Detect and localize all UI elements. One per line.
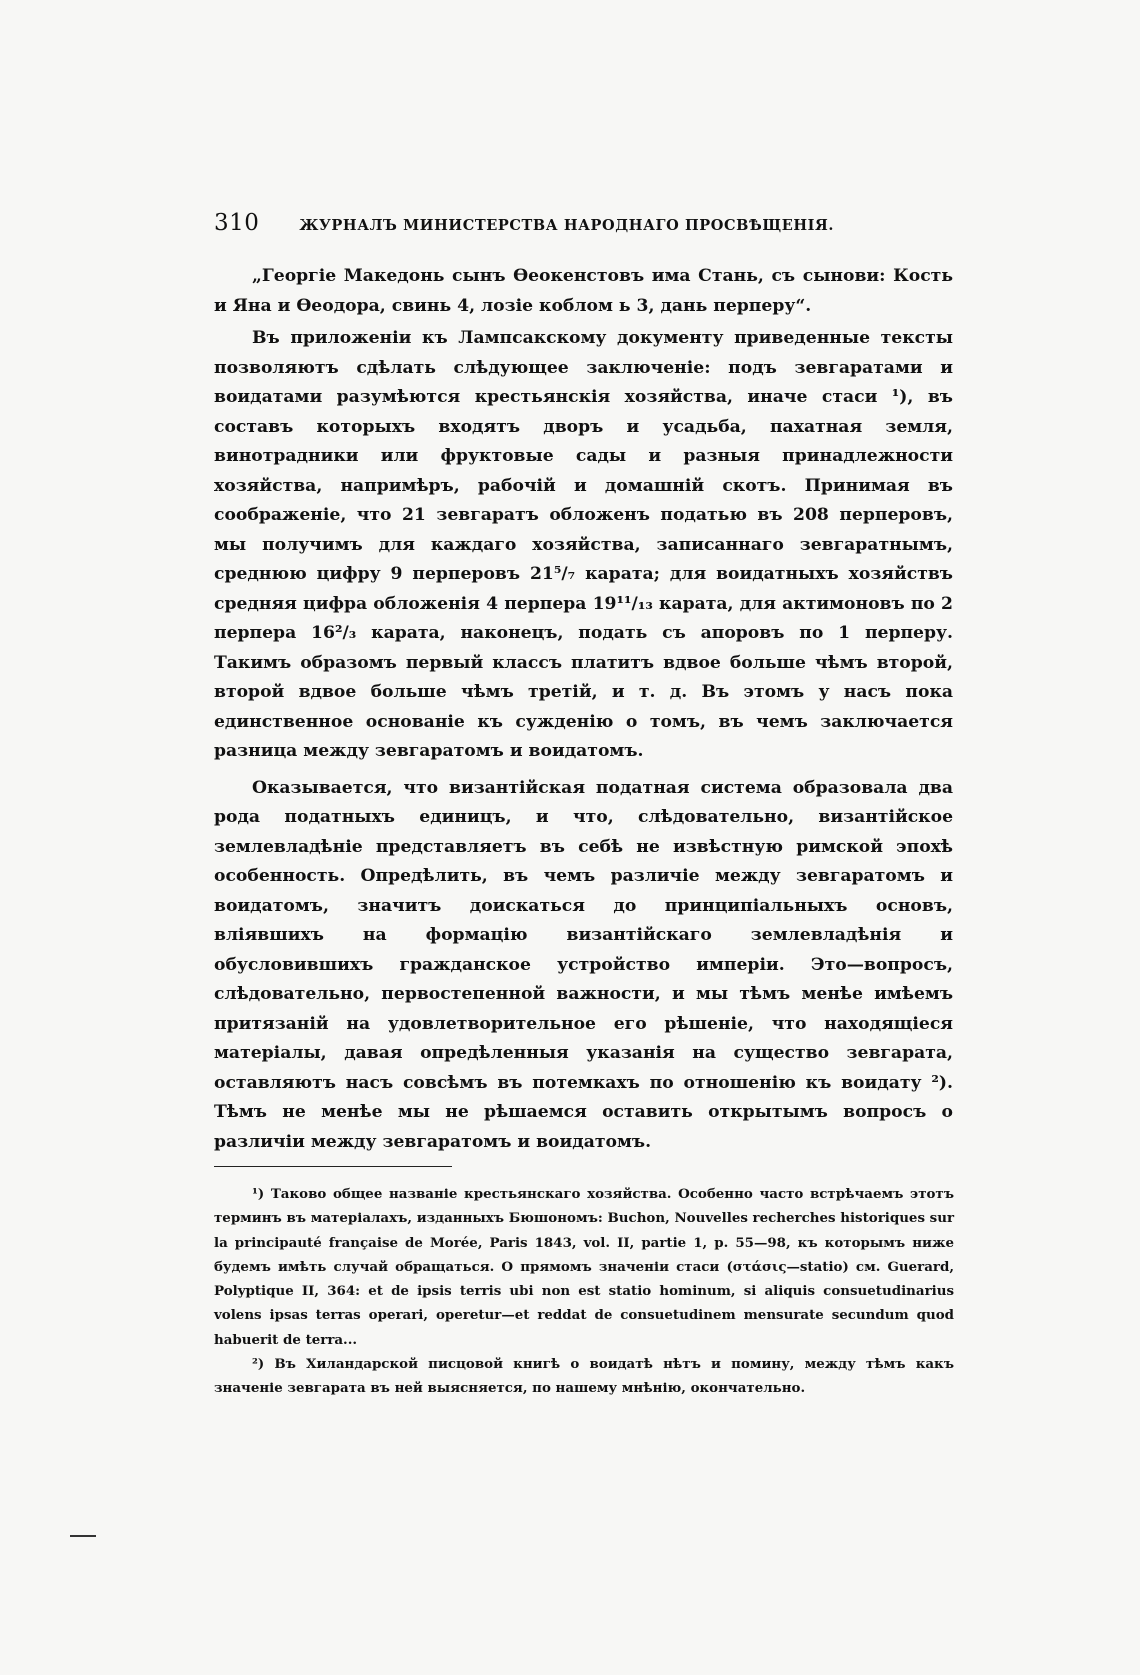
paragraph: Въ приложеніи къ Лампсакскому документу приведенные тексты позволяютъ сдѣлать слѣдующее заключеніе: подъ зевгаратами и воидатами разумѣются крестьянскія хозяйства, иначе стаси ¹), въ составъ которыхъ входятъ дворъ и усадьба, пахатная земля, винотрадники или фруктовые сады и разныя принадлежности хозяйства, напримѣръ, рабочій и домашній скотъ. Принимая въ соображеніе, что 21 зевгаратъ обложенъ податью въ 208 перперовъ, мы получимъ для каждаго хозяйства, записаннаго зевгаратнымъ, среднюю цифру 9 перперовъ 21⁵/₇ карата; для воидатныхъ хозяйствъ средняя цифра обложенія 4 перпера 19¹¹/₁₃ карата, для актимоновъ по 2 перпера 16²/₃ карата, наконецъ, подать съ апоровъ по 1 перперу. Такимъ образомъ первый классъ платитъ вдвое больше чѣмъ второй, второй вдвое больше чѣмъ третій, и т. д. Въ этомъ у насъ пока единственное основаніе къ сужденію о томъ, въ чемъ заключается разница между зевгаратомъ и воидатомъ. <box>214 328 953 761</box>
footnote-1: ¹) Таково общее названіе крестьянскаго хозяйства. Особенно часто встрѣчаемъ этотъ терминъ въ матеріалахъ, изданныхъ Бюшономъ: Buchon, Nouvelles recherches historiques sur la principauté française de Morée, Paris 1843, vol. II, partie 1, p. 55—98, къ которымъ ниже будемъ имѣть случай обращаться. О прямомъ значеніи стаси (στάσις—statio) см. Guerard, Polyptique II, 364: et de ipsis terris ubi non est statio hominum, si aliquis consuetudinarius volens ipsas terras operari, operetur—et reddat de consuetudinem mensurate secundum quod habuerit de terra... <box>214 1186 954 1348</box>
page-header <box>214 210 894 240</box>
main-text <box>214 262 953 1157</box>
page-number: 310 <box>214 210 260 236</box>
footnote-2: ²) Въ Хиландарской писцовой книгѣ о воидатѣ нѣтъ и помину, между тѣмъ какъ значеніе зевгарата въ ней выясняется, по нашему мнѣнію, окончательно. <box>214 1356 954 1397</box>
paragraph-quote: „Георгіе Македонь сынъ Ѳеокенстовъ има Стань, съ сынови: Кость и Яна и Ѳеодора, свинь 4, лозіе коблом ь 3, дань перперу“. <box>214 266 953 316</box>
running-head: ЖУРНАЛЪ МИНИСТЕРСТВА НАРОДНАГО ПРОСВѢЩЕНІЯ. <box>299 217 835 234</box>
margin-mark <box>70 1535 96 1537</box>
footnotes <box>214 1182 954 1401</box>
footnote-rule <box>214 1166 452 1167</box>
paragraph: Оказывается, что византійская податная система образовала два рода податныхъ единицъ, и что, слѣдовательно, византійское землевладѣніе представляетъ въ себѣ не извѣстную римской эпохѣ особенность. Опредѣлить, въ чемъ различіе между зевгаратомъ и воидатомъ, значитъ доискаться до принципіальныхъ основъ, вліявшихъ на формацію византійскаго землевладѣнія и обусловившихъ гражданское устройство имперіи. Это—вопросъ, слѣдовательно, первостепенной важности, и мы тѣмъ менѣе имѣемъ притязаній на удовлетворительное его рѣшеніе, что находящіеся матеріалы, давая опредѣленныя указанія на существо зевгарата, оставляютъ насъ совсѣмъ въ потемкахъ по отношенію къ воидату ²). Тѣмъ не менѣе мы не рѣшаемся оставить открытымъ вопросъ о различіи между зевгаратомъ и воидатомъ. <box>214 777 953 1152</box>
